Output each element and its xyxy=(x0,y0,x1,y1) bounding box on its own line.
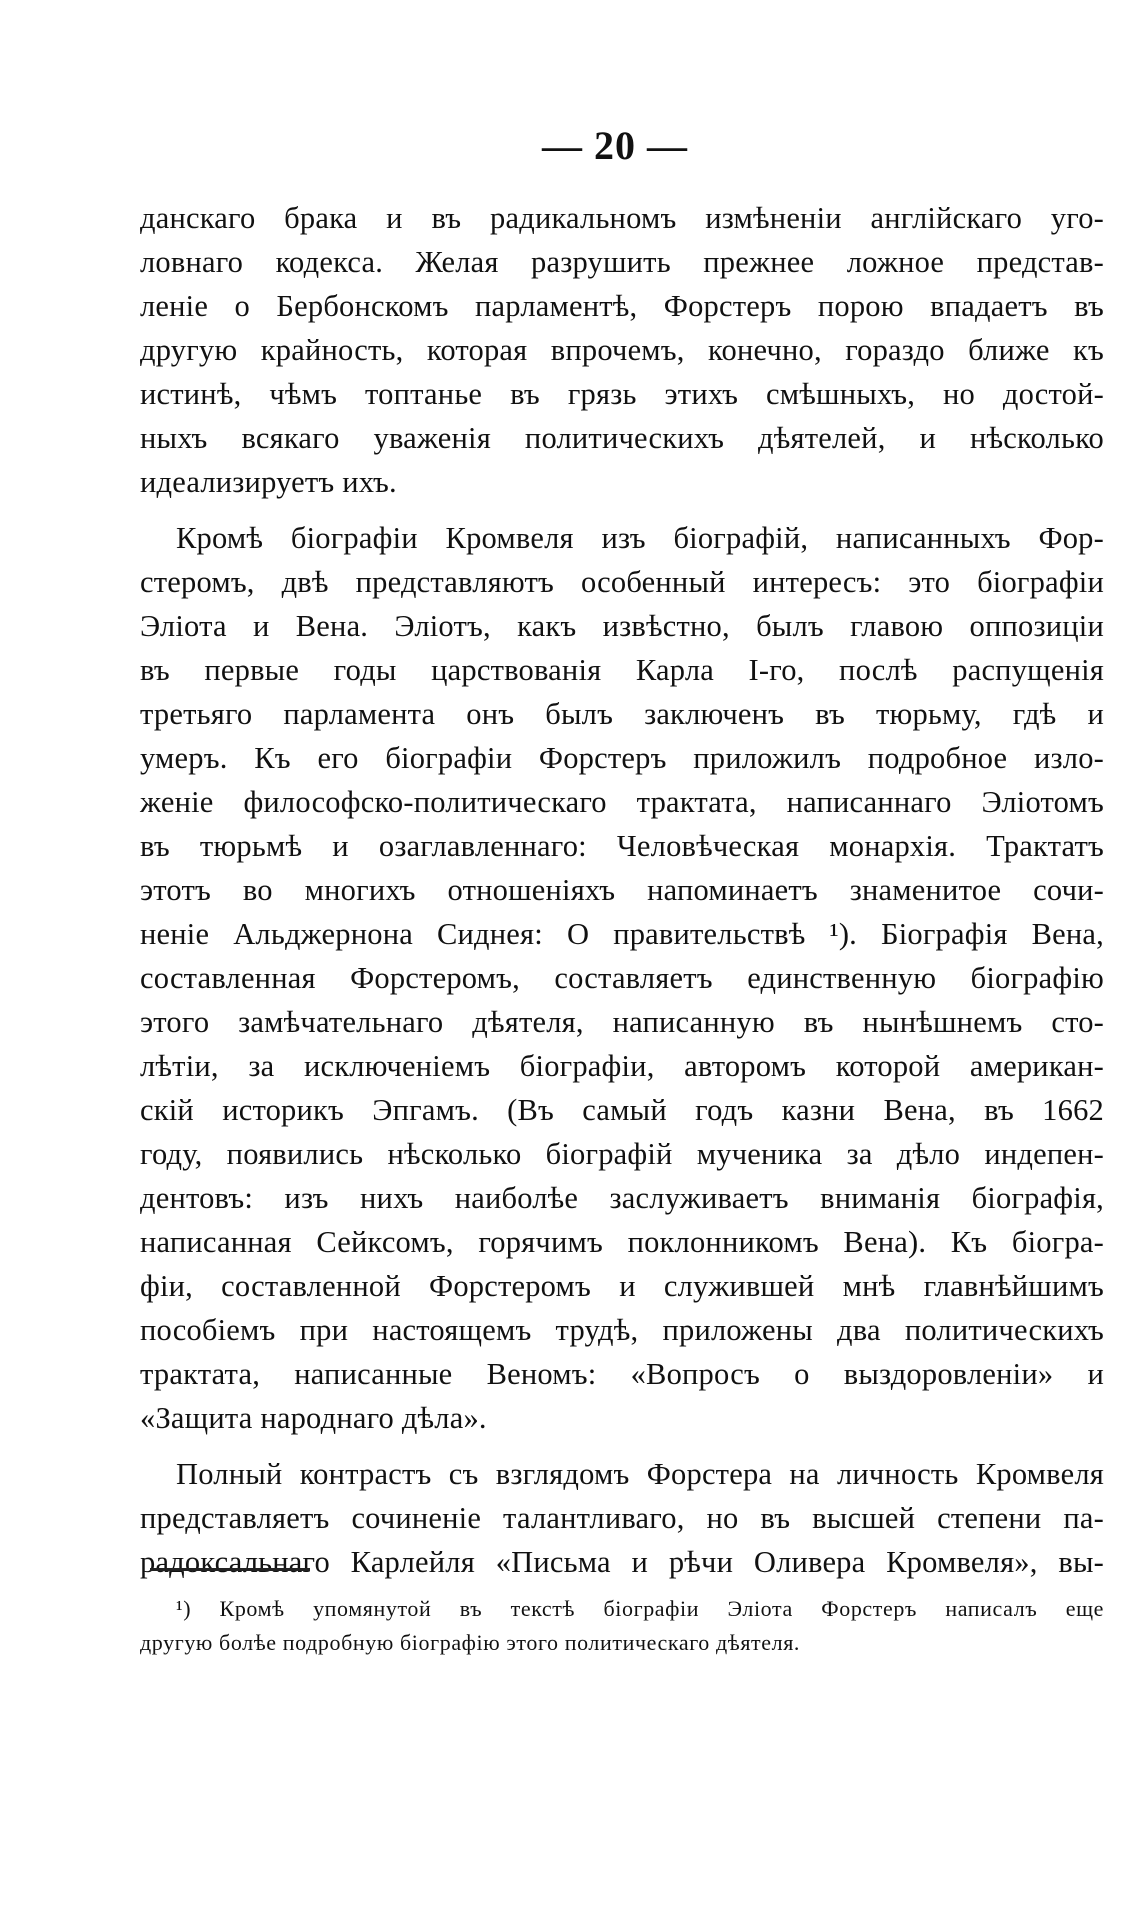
text-line: стеромъ, двѣ представляютъ особенный интересъ: это біографіи xyxy=(140,565,1104,599)
text-line: леніе о Бербонскомъ парламентѣ, Форстеръ порою впадаетъ въ xyxy=(140,289,1104,323)
footnote-separator xyxy=(150,1568,310,1571)
text-line: представляетъ сочиненіе талантливаго, но въ высшей степени па- xyxy=(140,1501,1104,1535)
text-line: дентовъ: изъ нихъ наиболѣе заслуживаетъ вниманія біографія, xyxy=(140,1181,1104,1215)
text-line: третьяго парламента онъ былъ заключенъ въ тюрьму, гдѣ и xyxy=(140,697,1104,731)
footnote xyxy=(140,1592,1104,1660)
paragraph-1 xyxy=(140,196,1104,504)
text-line: этого замѣчательнаго дѣятеля, написанную въ нынѣшнемъ сто- xyxy=(140,1005,1104,1039)
body-text xyxy=(140,196,1104,1584)
text-line: ныхъ всякаго уваженія политическихъ дѣятелей, и нѣсколько xyxy=(140,421,1104,455)
text-line: въ тюрьмѣ и озаглавленнаго: Человѣческая монархія. Трактатъ xyxy=(140,829,1104,863)
text-line: пособіемъ при настоящемъ трудѣ, приложены два политическихъ xyxy=(140,1313,1104,1347)
text-line: Эліота и Вена. Эліотъ, какъ извѣстно, былъ главою оппозиціи xyxy=(140,609,1104,643)
text-line: скій историкъ Эпгамъ. (Въ самый годъ казни Вена, въ 1662 xyxy=(140,1093,1104,1127)
text-line: Кромѣ біографіи Кромвеля изъ біографій, написанныхъ Фор- xyxy=(176,521,1104,555)
text-line: данскаго брака и въ радикальномъ измѣненіи англійскаго уго- xyxy=(140,201,1104,235)
paragraph-gap xyxy=(140,504,1104,516)
text-line: истинѣ, чѣмъ топтанье въ грязь этихъ смѣшныхъ, но достой- xyxy=(140,377,1104,411)
text-line: радоксальнаго Карлейля «Письма и рѣчи Оливера Кромвеля», вы- xyxy=(140,1545,1104,1579)
text-line: другую крайность, которая впрочемъ, конечно, гораздо ближе къ xyxy=(140,333,1104,367)
text-line: фіи, составленной Форстеромъ и служившей мнѣ главнѣйшимъ xyxy=(140,1269,1104,1303)
text-line: женіе философско-политическаго трактата, написаннаго Эліотомъ xyxy=(140,785,1104,819)
text-line: написанная Сейксомъ, горячимъ поклонникомъ Вена). Къ біогра- xyxy=(140,1225,1104,1259)
text-line: неніе Альджернона Сиднея: О правительствѣ ¹). Біографія Вена, xyxy=(140,917,1104,951)
page-number: — 20 — xyxy=(542,123,688,168)
text-line: этотъ во многихъ отношеніяхъ напоминаетъ знаменитое сочи- xyxy=(140,873,1104,907)
text-line: году, появились нѣсколько біографій мученика за дѣло индепен- xyxy=(140,1137,1104,1171)
text-line: составленная Форстеромъ, составляетъ единственную біографію xyxy=(140,961,1104,995)
text-line: въ первые годы царствованія Карла I-го, послѣ распущенія xyxy=(140,653,1104,687)
text-line: Полный контрастъ съ взглядомъ Форстера на личность Кромвеля xyxy=(176,1457,1104,1491)
text-line: ловнаго кодекса. Желая разрушить прежнее ложное представ- xyxy=(140,245,1104,279)
paragraph-2 xyxy=(140,516,1104,1440)
text-line: лѣтіи, за исключеніемъ біографіи, авторомъ которой американ- xyxy=(140,1049,1104,1083)
paragraph-gap xyxy=(140,1440,1104,1452)
paragraph-3 xyxy=(140,1452,1104,1584)
text-line: идеализируетъ ихъ. xyxy=(140,465,397,499)
text-line: умеръ. Къ его біографіи Форстеръ приложилъ подробное изло- xyxy=(140,741,1104,775)
text-line: «Защита народнаго дѣла». xyxy=(140,1401,487,1435)
text-line: трактата, написанные Веномъ: «Вопросъ о выздоровленіи» и xyxy=(140,1357,1104,1391)
footnote-line: другую болѣе подробную біографію этого политическаго дѣятеля. xyxy=(140,1630,801,1655)
footnote-line: ¹) Кромѣ упомянутой въ текстѣ біографіи Эліота Форстеръ написалъ еще xyxy=(176,1596,1104,1621)
